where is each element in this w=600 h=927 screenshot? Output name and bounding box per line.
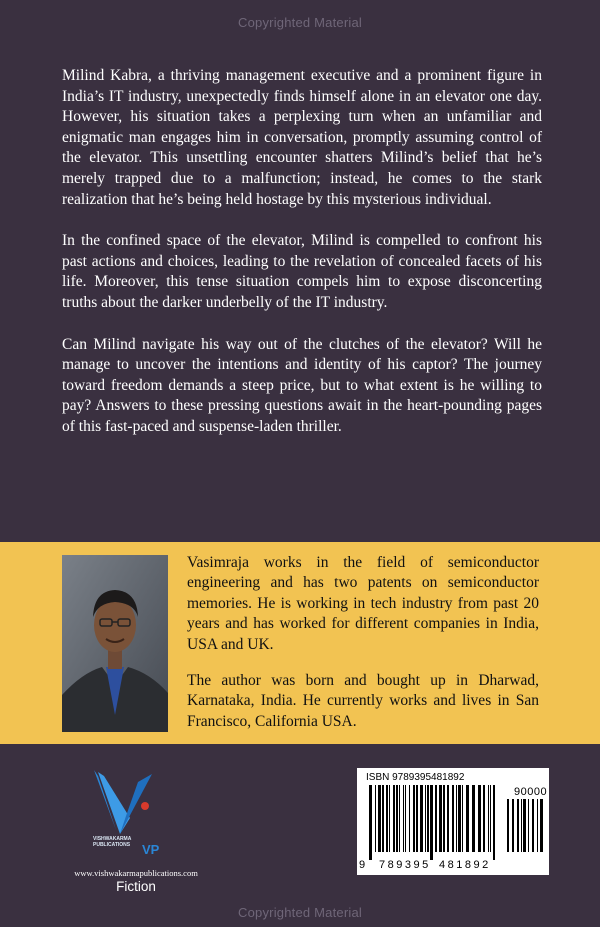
author-bio-paragraph: Vasimraja works in the field of semiconductor engineering and has two patents on semiconductor memories. He is working in tech industry from past 20 years and has worked for different companies in India, USA and UK. — [187, 554, 539, 653]
author-bio-paragraph: The author was born and bought up in Dharwad, Karnataka, India. He currently works and lives in San Francisco, California USA. — [187, 672, 539, 730]
author-portrait-image — [62, 555, 168, 732]
price-code: 90000 — [514, 786, 548, 798]
isbn-label: ISBN 9789395481892 — [366, 772, 465, 783]
copyright-watermark-top: Copyrighted Material — [238, 15, 362, 30]
isbn-barcode — [357, 768, 549, 875]
barcode-digit-lead: 9 — [359, 859, 366, 871]
barcode-digit-group: 481892 — [439, 859, 491, 871]
copyright-watermark-bottom: Copyrighted Material — [238, 905, 362, 920]
blurb-paragraph: Can Milind navigate his way out of the clutches of the elevator? Will he manage to uncover the intentions and identity of his captor? The journey toward freedom demands a steep price, but to what extent is he willing to pay? Answers to these pressing questions await in the heart-pounding pages of this fast-paced and suspense-laden thriller. — [62, 335, 542, 435]
blurb-paragraph: In the confined space of the elevator, Milind is compelled to confront his past actions and choices, leading to the revelation of concealed facets of his life. Moreover, this tense situation compels him to expose disconcerting truths about the darker underbelly of the IT industry. — [62, 232, 542, 311]
author-section — [0, 542, 600, 744]
author-photo — [62, 555, 168, 732]
back-cover-blurb — [62, 66, 542, 459]
blurb-paragraph: Milind Kabra, a thriving management executive and a prominent figure in India’s IT industry, unexpectedly finds himself alone in an elevator one day. However, his situation takes a perplexing turn when an unfamiliar and enigmatic man engages him in conversation, promptly assuming control of the elevator. This unsettling encounter shatters Milind’s belief that he’s merely trapped due to a malfunction; instead, he comes to the stark realization that he’s being held hostage by this mysterious individual. — [62, 67, 542, 208]
publisher-name: VISHWAKARMA PUBLICATIONS — [93, 836, 132, 848]
addon-barcode-bars — [507, 799, 545, 860]
publisher-logo-letters: VP — [142, 842, 160, 857]
publisher-website: www.vishwakarmapublications.com — [74, 868, 198, 878]
genre-label: Fiction — [116, 879, 156, 894]
author-bio — [187, 553, 539, 748]
publisher-logo-icon — [90, 768, 170, 868]
ean-barcode-bars — [369, 785, 495, 860]
barcode-digit-group: 789395 — [379, 859, 431, 871]
